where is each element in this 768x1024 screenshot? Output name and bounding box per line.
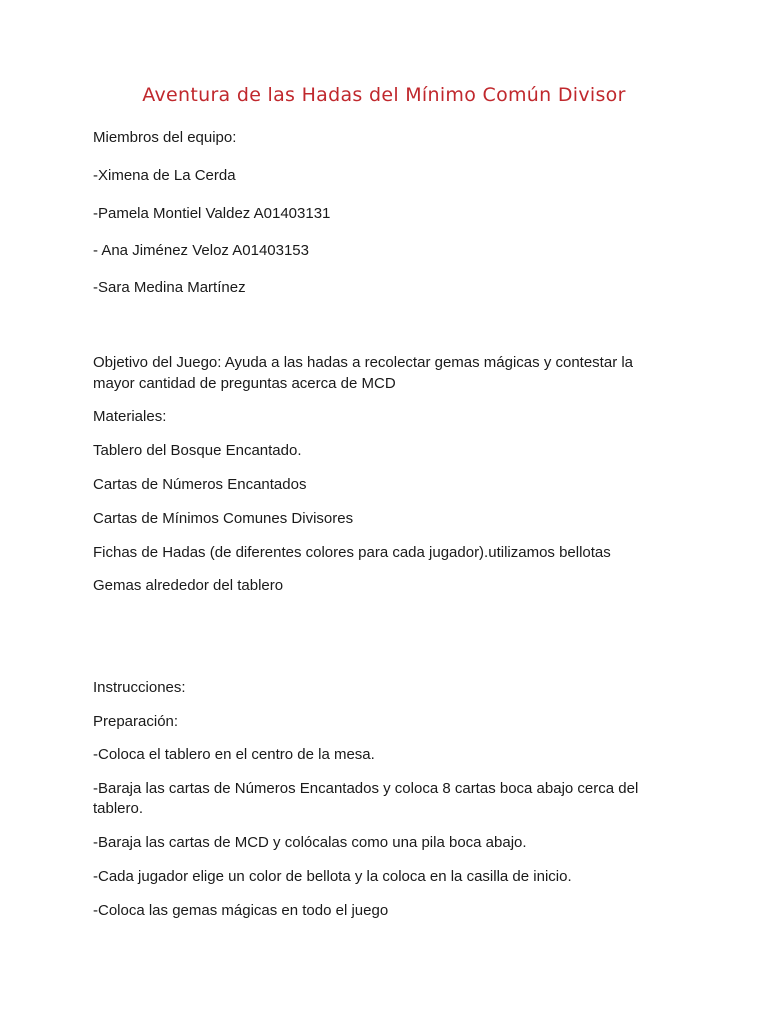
preparation-step-3: -Baraja las cartas de MCD y colócalas como una pila boca abajo. <box>93 834 527 851</box>
material-item-3: Cartas de Mínimos Comunes Divisores <box>93 510 354 527</box>
material-item-2: Cartas de Números Encantados <box>93 476 307 493</box>
team-member-2: -Pamela Montiel Valdez A01403131 <box>93 205 331 222</box>
document-title: Aventura de las Hadas del Mínimo Común Divisor <box>142 84 626 106</box>
preparation-step-2-continued: tablero. <box>93 800 144 817</box>
preparation-step-4: -Cada jugador elige un color de bellota y la coloca en la casilla de inicio. <box>93 868 572 885</box>
instructions-heading: Instrucciones: <box>93 679 186 696</box>
objective-line-1: Objetivo del Juego: Ayuda a las hadas a recolectar gemas mágicas y contestar la <box>93 354 634 371</box>
team-member-4: -Sara Medina Martínez <box>93 279 246 296</box>
material-item-5: Gemas alrededor del tablero <box>93 577 284 594</box>
material-item-1: Tablero del Bosque Encantado. <box>93 442 302 459</box>
team-member-1: -Ximena de La Cerda <box>93 167 236 184</box>
preparation-step-5: -Coloca las gemas mágicas en todo el juego <box>93 902 389 919</box>
objective-line-2: mayor cantidad de preguntas acerca de MCD <box>93 375 396 392</box>
preparation-step-1: -Coloca el tablero en el centro de la mesa. <box>93 746 375 763</box>
materials-heading: Materiales: <box>93 408 167 425</box>
material-item-4: Fichas de Hadas (de diferentes colores para cada jugador).utilizamos bellotas <box>93 544 611 561</box>
preparation-heading: Preparación: <box>93 713 179 730</box>
preparation-step-2: -Baraja las cartas de Números Encantados y coloca 8 cartas boca abajo cerca del <box>93 780 639 797</box>
team-heading: Miembros del equipo: <box>93 129 237 146</box>
team-member-3: - Ana Jiménez Veloz A01403153 <box>93 242 309 259</box>
